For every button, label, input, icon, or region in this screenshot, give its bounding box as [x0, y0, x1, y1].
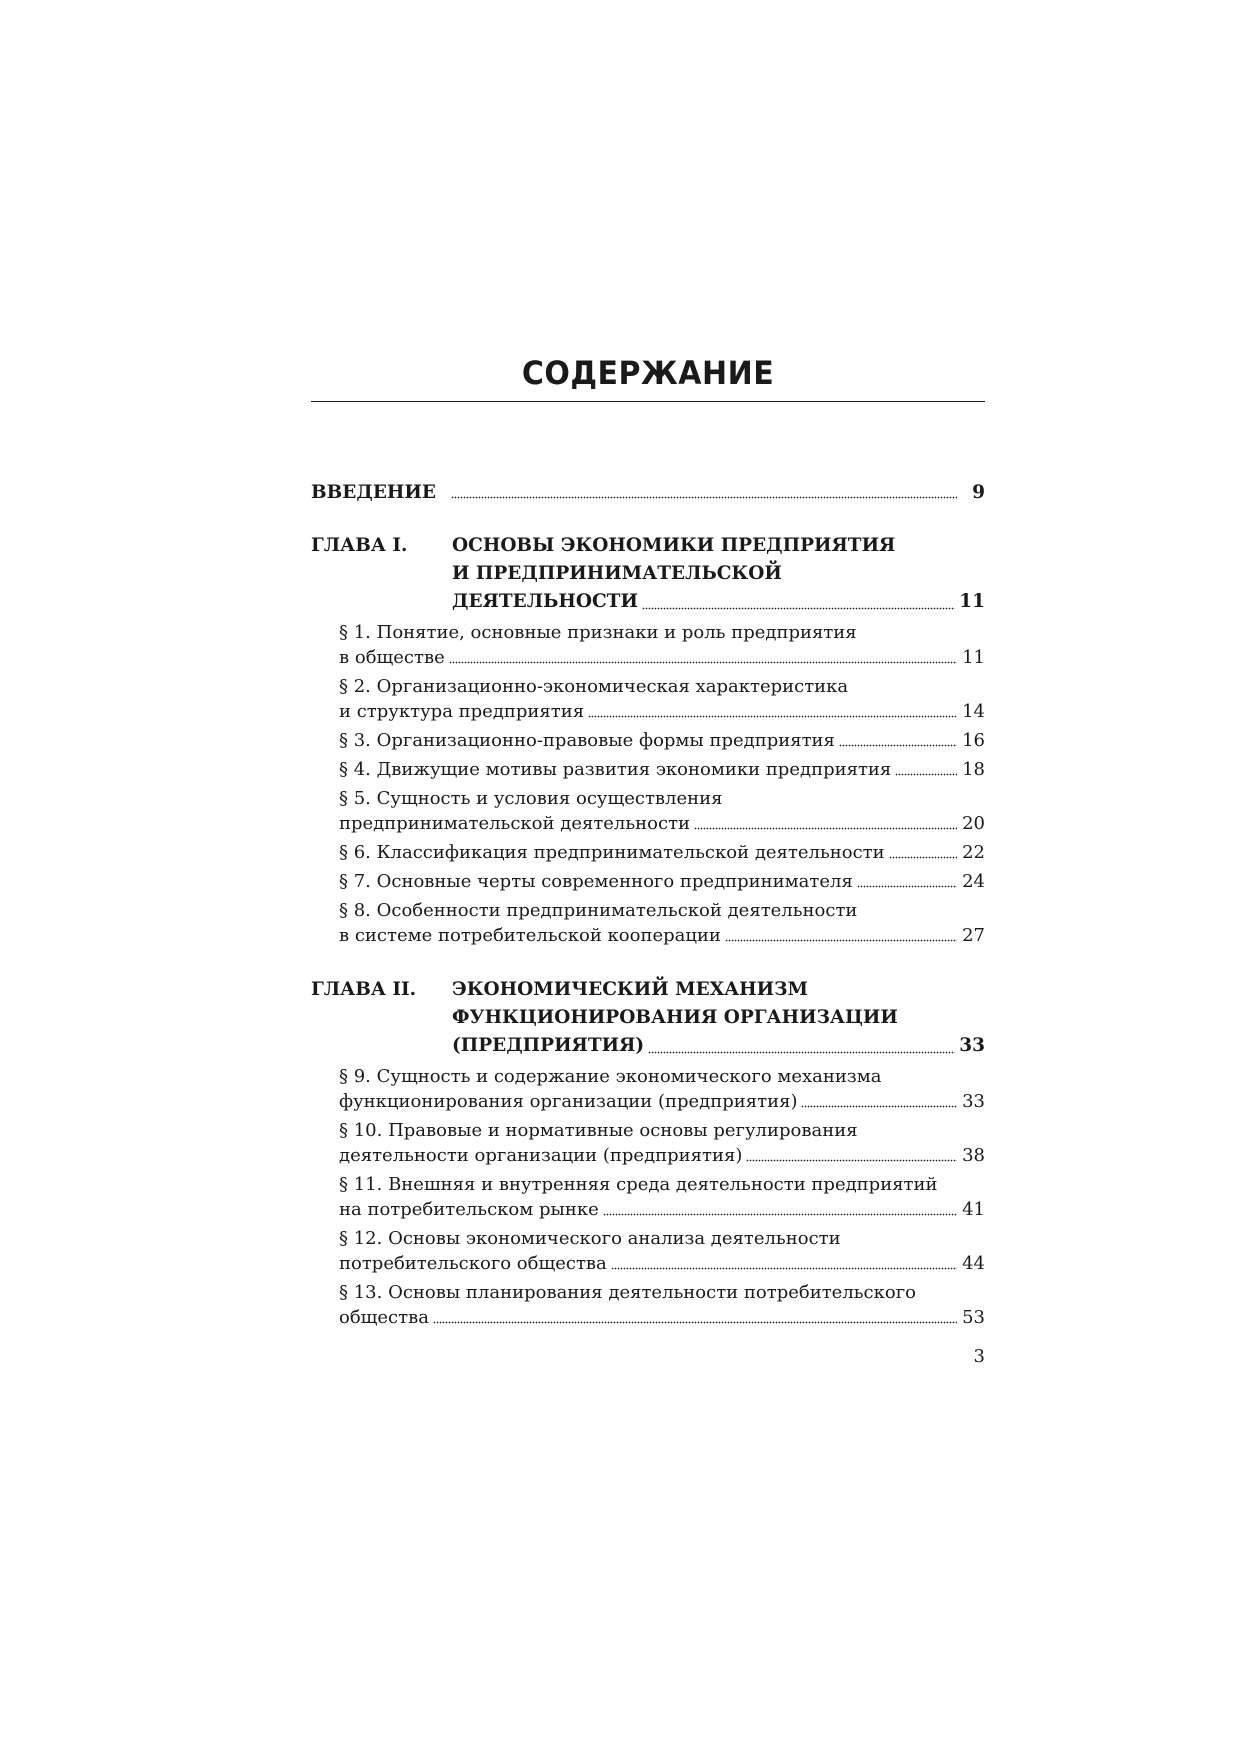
toc-entry-introduction[interactable]: [311, 480, 985, 505]
dot-leader: [433, 1305, 957, 1324]
section-title-line: § 13. Основы планирования деятельности потребительского: [339, 1282, 916, 1303]
chapter-label: ГЛАВА I.: [311, 535, 408, 556]
chapter-sections: [339, 620, 985, 948]
toc-entry-section[interactable]: [339, 898, 985, 948]
toc-entry-section[interactable]: [339, 1226, 985, 1276]
section-title-line: § 4. Движущие мотивы развития экономики предприятия: [339, 759, 892, 780]
section-title-line: деятельности организации (предприятия): [339, 1145, 743, 1166]
toc-page-number: 27: [962, 925, 985, 946]
toc-entry-section[interactable]: [339, 674, 985, 724]
section-title-line: в системе потребительской кооперации: [339, 925, 721, 946]
section-title-line: § 1. Понятие, основные признаки и роль предприятия: [339, 622, 857, 643]
page-number: 3: [973, 1346, 985, 1367]
chapter-heading[interactable]: [452, 976, 985, 1060]
toc-page-number: 41: [962, 1199, 985, 1220]
chapter-title-line: ОСНОВЫ ЭКОНОМИКИ ПРЕДПРИЯТИЯ: [452, 535, 896, 556]
toc-page-number: 9: [972, 482, 985, 503]
toc-chapter: [311, 532, 985, 616]
section-title-line: § 2. Организационно-экономическая характеристика: [339, 676, 849, 697]
toc-entry-section[interactable]: [339, 728, 985, 753]
toc-chapter: [311, 976, 985, 1060]
dot-leader: [588, 699, 957, 718]
dot-leader: [839, 728, 957, 747]
toc-entry-section[interactable]: [339, 1172, 985, 1222]
toc-page-number: 22: [962, 842, 985, 863]
toc-page-number: 44: [962, 1253, 985, 1274]
section-title-line: в обществе: [339, 647, 445, 668]
section-title-line: § 12. Основы экономического анализа деятельности: [339, 1228, 841, 1249]
toc-page-number: 53: [962, 1307, 985, 1328]
toc-entry-section[interactable]: [339, 1064, 985, 1114]
table-of-contents: [311, 480, 985, 1330]
page-title: СОДЕРЖАНИЕ: [521, 354, 775, 393]
dot-leader: [694, 811, 957, 830]
dot-leader: [648, 1032, 955, 1054]
toc-entry-section[interactable]: [339, 757, 985, 782]
toc-entry-section[interactable]: [339, 869, 985, 894]
dot-leader: [642, 588, 955, 610]
section-title-line: § 5. Сущность и условия осуществления: [339, 788, 723, 809]
section-title-line: § 10. Правовые и нормативные основы регулирования: [339, 1120, 858, 1141]
section-title-line: § 8. Особенности предпринимательской деятельности: [339, 900, 858, 921]
toc-page-number: 24: [962, 871, 985, 892]
section-title-line: на потребительском рынке: [339, 1199, 599, 1220]
chapter-title-line: ФУНКЦИОНИРОВАНИЯ ОРГАНИЗАЦИИ: [452, 1007, 898, 1028]
section-title-line: и структура предприятия: [339, 701, 585, 722]
chapter-title-line: И ПРЕДПРИНИМАТЕЛЬСКОЙ: [452, 563, 782, 584]
toc-page-number: 14: [962, 701, 985, 722]
toc-entry-section[interactable]: [339, 1280, 985, 1330]
dot-leader: [449, 645, 957, 664]
toc-entry-section[interactable]: [339, 1118, 985, 1168]
toc-page-number: 33: [959, 1035, 985, 1056]
section-title-line: функционирования организации (предприятия): [339, 1091, 798, 1112]
toc-page-number: 11: [959, 591, 985, 612]
toc-entry-section[interactable]: [339, 786, 985, 836]
toc-entry-label: ВВЕДЕНИЕ: [311, 482, 436, 503]
dot-leader: [746, 1143, 957, 1162]
dot-leader: [725, 923, 957, 942]
section-title-line: § 6. Классификация предпринимательской деятельности: [339, 842, 885, 863]
toc-page-number: 16: [962, 730, 985, 751]
toc-entry-section[interactable]: [339, 840, 985, 865]
dot-leader: [857, 869, 957, 888]
dot-leader: [895, 757, 957, 776]
section-title-line: потребительского общества: [339, 1253, 607, 1274]
toc-page-number: 38: [962, 1145, 985, 1166]
section-title-line: § 3. Организационно-правовые формы предприятия: [339, 730, 835, 751]
chapter-title-line: ЭКОНОМИЧЕСКИЙ МЕХАНИЗМ: [452, 979, 808, 1000]
section-title-line: предпринимательской деятельности: [339, 813, 691, 834]
section-title-line: § 9. Сущность и содержание экономического механизма: [339, 1066, 882, 1087]
toc-page-number: 33: [962, 1091, 985, 1112]
section-title-line: общества: [339, 1307, 429, 1328]
dot-leader: [603, 1197, 957, 1216]
chapter-label: ГЛАВА II.: [311, 979, 417, 1000]
dot-leader: [451, 480, 957, 499]
toc-page-number: 18: [962, 759, 985, 780]
section-title-line: § 7. Основные черты современного предпринимателя: [339, 871, 853, 892]
dot-leader: [801, 1089, 957, 1108]
title-rule: [311, 401, 985, 402]
chapter-title-line: (ПРЕДПРИЯТИЯ): [452, 1035, 645, 1056]
chapter-sections: [339, 1064, 985, 1330]
toc-entry-section[interactable]: [339, 620, 985, 670]
chapter-heading[interactable]: [452, 532, 985, 616]
toc-page-number: 20: [962, 813, 985, 834]
dot-leader: [611, 1251, 957, 1270]
chapter-title-line: ДЕЯТЕЛЬНОСТИ: [452, 591, 638, 612]
dot-leader: [889, 840, 957, 859]
section-title-line: § 11. Внешняя и внутренняя среда деятельности предприятий: [339, 1174, 938, 1195]
toc-page-number: 11: [962, 647, 985, 668]
